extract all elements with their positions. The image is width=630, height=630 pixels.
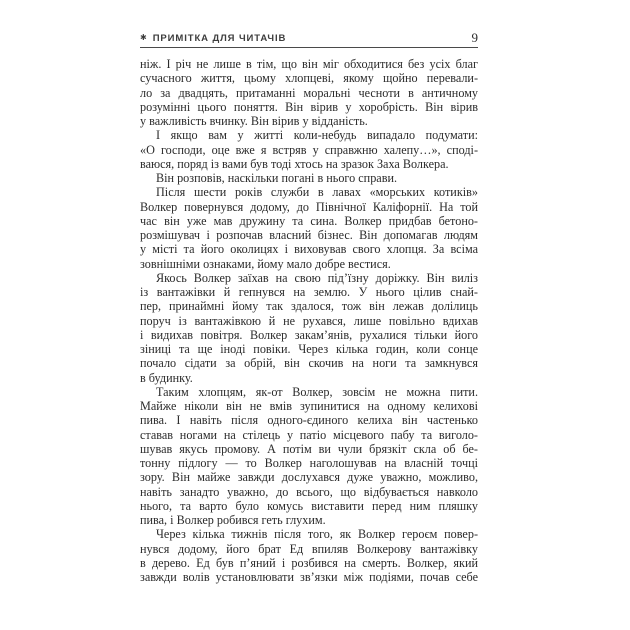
page-body xyxy=(140,57,478,584)
text-line: І якщо вам у житті коли-небудь випадало подумати: xyxy=(156,128,478,143)
text-line: пива. І навіть після одного-єдиного келиха він частенько xyxy=(140,413,478,428)
text-line: час він уже мав дружину та сина. Волкер придбав бетоно- xyxy=(140,213,478,228)
text-line: розумінні цього поняття. Він вірив у хоробрість. Він вірив xyxy=(140,99,478,114)
text-line: Майже ніколи він не вмів зупинитися на одному келихові xyxy=(140,399,478,413)
text-line: завжди волів установлювати зв’язки між подіями, почав себе xyxy=(140,570,478,584)
page-header xyxy=(140,31,478,48)
asterisk-icon: ✱ xyxy=(140,32,147,42)
text-line: у важливість вчинку. Він вірив у відданість. xyxy=(140,114,368,128)
text-line: і видихав повітря. Волкер закам’янів, рухалися тільки його xyxy=(140,327,478,342)
text-line: зору. Він майже завжди дослухався дуже уважно, можливо, xyxy=(140,470,478,485)
text-line: поруч із вантажівкою й не рухався, лише повільно вдихав xyxy=(140,313,478,328)
text-line: «О господи, оце вже я встряв у справжню халепу…», споді- xyxy=(140,142,478,157)
text-line: навіть занадто уважно, до всього, що відбувається навколо xyxy=(140,484,478,499)
text-line: нього, та варто було комусь виставити перед ним пляшку xyxy=(140,498,478,513)
text-line: в дерево. Ед був п’яний і розбився на смерть. Волкер, який xyxy=(140,555,478,570)
text-line: Після шести років служби в лавах «морських котиків» xyxy=(156,185,478,200)
text-line: в будинку. xyxy=(140,370,193,385)
text-line: ло за двадцять, притаманні моральні чесноти в античному xyxy=(140,85,478,100)
paragraph xyxy=(140,171,478,185)
page-number: 9 xyxy=(471,30,478,45)
text-line: у місті та його околицях і виховував свого хлопця. За всіма xyxy=(140,242,478,257)
text-line: ніж. І річ не лише в тім, що він міг обходитися без усіх благ xyxy=(140,57,478,71)
text-line: розмішувач і розпочав власний бізнес. Він допомагав людям xyxy=(140,228,478,242)
text-line: Волкер повернувся додому, до Північної Каліфорнії. На той xyxy=(140,199,478,214)
running-title: ПРИМІТКА ДЛЯ ЧИТАЧІВ xyxy=(152,33,287,44)
text-line: Якось Волкер заїхав на свою під’їзну доріжку. Він виліз xyxy=(156,270,478,285)
text-line: шував якусь промову. А потім ви чули брязкіт скла об бе- xyxy=(140,441,478,456)
text-line: сучасного життя, цьому хлопцеві, якому щойно перевали- xyxy=(140,71,478,86)
paragraph xyxy=(140,385,478,528)
text-line: Через кілька тижнів після того, як Волкер героєм повер- xyxy=(156,527,478,542)
text-line: ставав ногами на стілець у патіо місцевого пабу та виголо- xyxy=(140,427,478,442)
paragraph xyxy=(140,128,478,171)
text-line: пер, принаймні йому так здалося, тож він лежав долілиць xyxy=(140,299,478,314)
text-line: Таким хлопцям, як-от Волкер, зовсім не можна пити. xyxy=(156,384,478,399)
paragraph xyxy=(140,271,478,385)
paragraph xyxy=(140,185,478,271)
text-line: Він розповів, наскільки погані в нього справи. xyxy=(156,171,398,185)
text-line: тонну підлогу — то Волкер наголошував на власній точці xyxy=(140,456,478,470)
text-line: почало сідати за обрій, він скочив на ноги та замкнувся xyxy=(140,356,478,371)
text-line: ваюся, поряд із вами був тоді хтось на зразок Заха Волкера. xyxy=(140,156,449,171)
text-line: пива, і Волкер робився геть глухим. xyxy=(140,513,326,527)
running-title-group xyxy=(140,33,286,44)
text-line: нувся додому, його брат Ед впиляв Волкерову вантажівку xyxy=(140,541,478,556)
text-line: зіниці та ще іноді повіки. Через кілька годин, коли сонце xyxy=(140,342,478,356)
text-line: із вантажівки й гепнувся на землю. У нього цілив снай- xyxy=(140,285,478,299)
paragraph xyxy=(140,57,478,128)
text-line: зовнішніми ознаками, йому мало добре вестися. xyxy=(140,256,391,271)
paragraph xyxy=(140,527,478,584)
